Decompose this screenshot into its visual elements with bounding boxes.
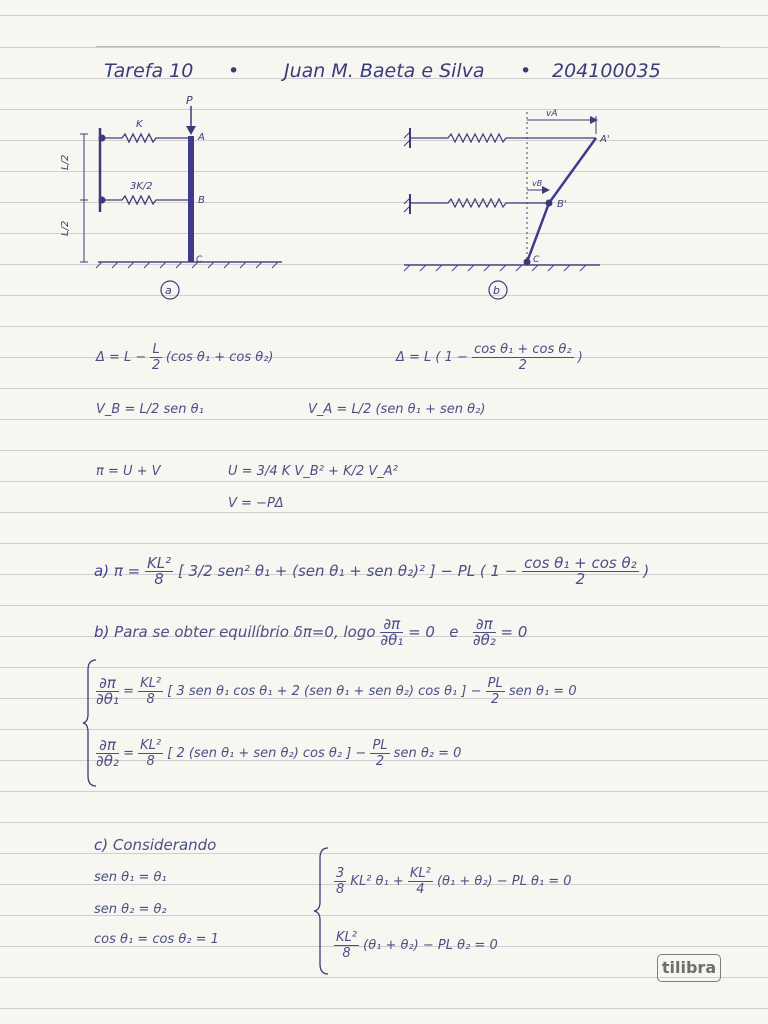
fraction [522,556,639,587]
part-c-equation-2 [334,930,498,961]
author-name: Juan M. Baeta e Silva [284,60,485,82]
figure-b [404,109,610,299]
denominator: ∂θ₁ [380,631,404,649]
va-equation: V_A = L/2 (sen θ₁ + sen θ₂) [308,402,486,417]
denominator: 2 [491,692,500,707]
structure-figures [0,0,768,300]
eq-part: [ 2 (sen θ₁ + sen θ₂) cos θ₂ ] − [167,746,371,761]
eq-part: ) [573,350,583,365]
numerator: PL [372,738,388,753]
fraction [96,676,119,707]
numerator: 3 [336,866,345,881]
pi-equation: π = U + V [96,464,161,479]
fraction [334,866,346,897]
delta-equation-a [96,342,273,373]
eq-part: e [449,623,459,641]
part-label: c) [94,836,109,854]
fraction [138,738,163,769]
student-id: 204100035 [552,60,661,82]
eq-part: π = [113,562,145,580]
fraction [486,676,505,707]
eq-part: = 0 [500,623,528,641]
assumption-1: sen θ₁ = θ₁ [94,870,167,885]
eq-part: = [118,684,139,699]
figure-a [60,94,282,299]
denominator: ∂θ₂ [96,752,119,770]
part-b-equation-1 [96,676,577,707]
numerator: KL² [146,554,172,572]
task-title: Tarefa 10 [104,60,194,82]
node-b-label: B [198,195,205,206]
v-equation: V = −PΔ [228,496,284,511]
denominator: ∂θ₁ [96,690,119,708]
node-c-label: C [196,255,203,265]
denominator: 2 [375,754,385,769]
fraction [472,342,574,373]
vb-equation: V_B = L/2 sen θ₁ [96,402,204,417]
numerator: L [152,342,160,357]
eq-part: sen θ₁ = 0 [504,684,577,699]
fraction [138,676,163,707]
numerator: ∂π [96,738,119,754]
part-b-equation-2 [96,738,461,769]
numerator: KL² [336,930,357,945]
numerator: KL² [140,738,162,753]
eq-part: (θ₁ + θ₂) − PL θ₂ = 0 [358,938,498,953]
fraction [150,342,161,373]
denominator: 2 [575,570,586,588]
denominator: 8 [146,692,155,707]
eq-part: Considerando [112,836,217,854]
denominator: 8 [146,754,155,769]
fraction [370,738,389,769]
fraction [380,617,403,648]
part-label: a) [94,562,110,580]
eq-part: Δ = L − [96,350,151,365]
figure-b-caption: b [493,284,500,297]
denominator: 8 [336,882,345,897]
denominator: 4 [416,882,425,897]
dimension-top-label: L/2 [60,154,71,170]
numerator: cos θ₁ + cos θ₂ [474,342,572,357]
dimension-bottom-label: L/2 [60,220,71,236]
fraction [473,617,496,648]
brand-logo: tilibra [657,954,721,982]
numerator: ∂π [380,617,403,633]
node-b-prime-label: B' [557,199,567,210]
eq-part: Δ = L ( 1 − [396,350,473,365]
header-separator: • [520,60,532,82]
node-c-label: C [533,255,540,265]
part-a-equation [94,556,649,587]
eq-part: = [118,746,139,761]
node-a-label: A [198,132,205,143]
eq-part: ) [638,562,650,580]
load-label: P [186,94,193,107]
part-b-intro [94,617,527,648]
denominator: 8 [154,570,164,588]
va-label: vA [546,109,558,119]
numerator: PL [487,676,503,691]
u-equation: U = 3/4 K V_B² + K/2 V_A² [228,464,398,479]
spring-top-label: K [136,119,143,130]
eq-part: (cos θ₁ + cos θ₂) [161,350,274,365]
denominator: 2 [518,358,527,373]
eq-part: [ 3/2 sen² θ₁ + (sen θ₁ + sen θ₂)² ] [177,562,436,580]
numerator: ∂π [473,617,496,633]
fraction [96,738,119,769]
numerator: ∂π [96,676,119,692]
part-label: b) [94,623,110,641]
part-c-intro [94,836,216,854]
eq-part: − PL ( 1 − [435,562,523,580]
vb-label: vB [532,179,543,188]
eq-part: [ 3 sen θ₁ cos θ₁ + 2 (sen θ₁ + sen θ₂) cos θ₁ ] − [167,684,486,699]
spring-bottom-label: 3K/2 [130,181,153,192]
assumption-3: cos θ₁ = cos θ₂ = 1 [94,932,219,947]
figure-a-caption: a [165,284,172,297]
numerator: cos θ₁ + cos θ₂ [524,554,637,572]
denominator: 2 [151,358,161,373]
denominator: ∂θ₂ [472,631,496,649]
numerator: KL² [140,676,162,691]
fraction [334,930,359,961]
assumption-2: sen θ₂ = θ₂ [94,902,167,917]
eq-part: sen θ₂ = 0 [389,746,462,761]
eq-part: (θ₁ + θ₂) − PL θ₁ = 0 [432,874,572,889]
header-separator: • [228,60,240,82]
fraction [145,556,173,587]
denominator: 8 [342,946,351,961]
eq-part: = 0 [408,623,435,641]
fraction [408,866,433,897]
eq-part: KL² θ₁ + [346,874,408,889]
delta-equation-b [396,342,583,373]
node-a-prime-label: A' [600,134,610,145]
eq-part: Para se obter equilíbrio δπ=0, logo [114,623,376,641]
system-brace [312,846,332,976]
part-c-equation-1 [334,866,572,897]
numerator: KL² [409,866,431,881]
